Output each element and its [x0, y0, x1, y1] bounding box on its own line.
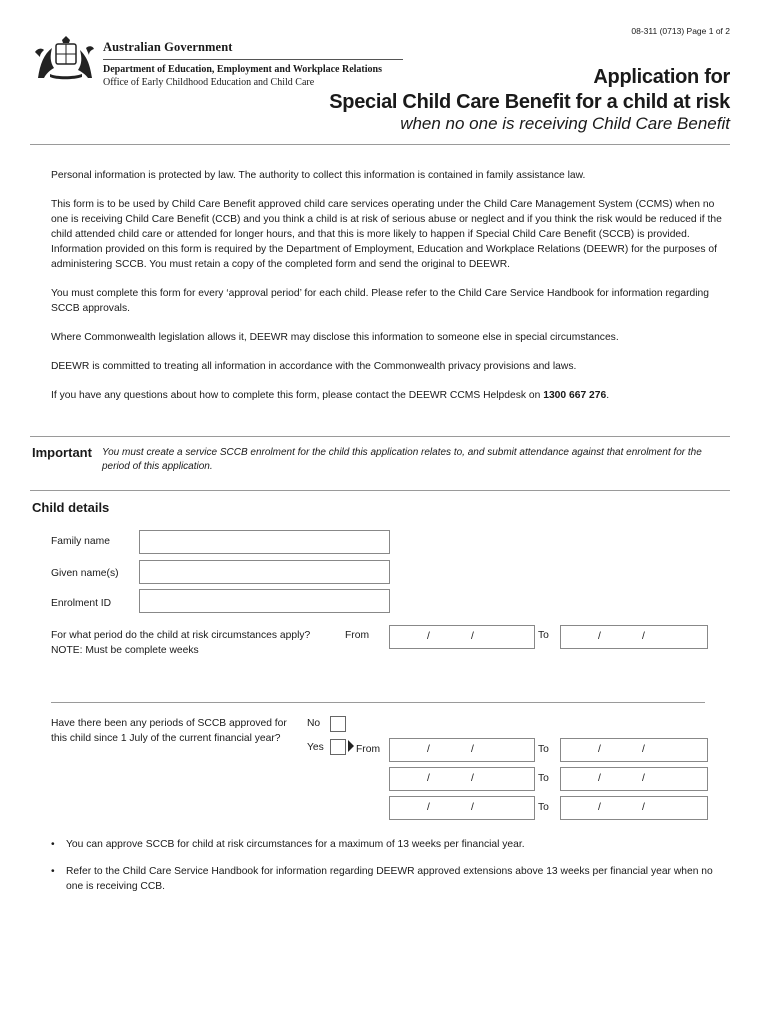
date-separator: / [427, 631, 430, 642]
prior-periods-question [51, 716, 301, 746]
questions-text: If you have any questions about how to complete this form, please contact the DEEWR CCMS Helpdesk on [51, 390, 544, 401]
period-note: NOTE: Must be complete weeks [51, 645, 199, 656]
questions-suffix: . [606, 390, 610, 401]
form-code: 08-311 (0713) Page 1 of 2 [631, 26, 730, 36]
intro-text [51, 168, 731, 417]
office-name: Office of Early Childhood Education and Child Care [103, 77, 315, 88]
privacy-paragraph: Personal information is protected by law. The authority to collect this information is contained in family assistance law. [51, 170, 586, 181]
government-name: Australian Government [103, 40, 233, 54]
bullet: • [51, 866, 55, 877]
prior-from-date-field-1[interactable] [389, 738, 535, 762]
date-separator: / [642, 631, 645, 642]
title-divider [30, 144, 730, 145]
prior-to-label-3: To [538, 802, 549, 813]
title-line-1: Application for [593, 66, 730, 88]
date-separator: / [598, 631, 601, 642]
list-item [51, 837, 721, 852]
period-from-date-field[interactable] [389, 625, 535, 649]
questions-paragraph [51, 388, 731, 403]
date-separator: / [471, 802, 474, 813]
prior-to-date-field-1[interactable] [560, 738, 708, 762]
date-separator: / [427, 802, 430, 813]
date-separator: / [427, 773, 430, 784]
period-question-text: For what period do the child at risk circumstances apply? [51, 630, 311, 641]
disclosure-paragraph: Where Commonwealth legislation allows it, DEEWR may disclose this information to someone else in special circumstances. [51, 332, 619, 343]
to-label: To [538, 630, 549, 641]
given-names-label: Given name(s) [51, 568, 119, 579]
important-label: Important [32, 445, 92, 460]
prior-from-date-field-3[interactable] [389, 796, 535, 820]
question-divider [51, 702, 705, 703]
family-name-label: Family name [51, 536, 110, 547]
bullet: • [51, 839, 55, 850]
no-label: No [307, 718, 321, 729]
date-separator: / [471, 744, 474, 755]
date-separator: / [598, 802, 601, 813]
date-separator: / [642, 744, 645, 755]
government-logo-block [32, 34, 412, 94]
date-separator: / [642, 773, 645, 784]
section-divider [30, 490, 730, 491]
purpose-paragraph: This form is to be used by Child Care Benefit approved child care services operating under the Child Care Management System (CCMS) when no one is receiving Child Care Benefit (CCB) and you think a child is at risk of serious abuse or neglect and if you think the risk would be reduced if the child attended child care or attended for longer hours, and that this is more likely to happen if Special Child Care Benefit (SCCB) is provided. Information provided on this form is required by the Department of Employment, Education and Workplace Relations (DEEWR) for the purposes of administering SCCB. You must retain a copy of the completed form and send the original to DEEWR. [51, 199, 722, 270]
yes-checkbox[interactable] [330, 739, 346, 755]
date-separator: / [598, 773, 601, 784]
date-separator: / [427, 744, 430, 755]
date-separator: / [642, 802, 645, 813]
approval-paragraph: You must complete this form for every ‘approval period’ for each child. Please refer to the Child Care Service Handbook for information regarding SCCB approvals. [51, 288, 709, 314]
yes-label: Yes [307, 742, 324, 753]
from-label: From [345, 630, 370, 641]
privacy-commitment-paragraph: DEEWR is committed to treating all information in accordance with the Commonwealth privacy provisions and laws. [51, 361, 577, 372]
prior-to-label-1: To [538, 744, 549, 755]
arrow-right-icon [348, 740, 354, 752]
important-text: You must create a service SCCB enrolment for the child this application relates to, and submit attendance against that enrolment for the period of this application. [102, 447, 702, 472]
important-top-divider [30, 436, 730, 437]
enrolment-id-label: Enrolment ID [51, 598, 112, 609]
note-extensions: Refer to the Child Care Service Handbook for information regarding DEEWR approved extensions above 13 weeks per financial year when no one is receiving CCB. [66, 866, 713, 892]
prior-periods-question-line-2: this child since 1 July of the current financial year? [51, 733, 281, 744]
date-separator: / [471, 631, 474, 642]
coat-of-arms-icon [32, 34, 98, 82]
notes-list [51, 837, 721, 906]
period-to-date-field[interactable] [560, 625, 708, 649]
prior-from-label: From [356, 744, 381, 755]
given-names-field[interactable] [139, 560, 390, 584]
title-line-2: Special Child Care Benefit for a child at risk [329, 91, 730, 113]
list-item [51, 864, 721, 894]
date-separator: / [598, 744, 601, 755]
period-question [51, 628, 341, 658]
family-name-field[interactable] [139, 530, 390, 554]
no-checkbox[interactable] [330, 716, 346, 732]
enrolment-id-field[interactable] [139, 589, 390, 613]
helpline-number: 1300 667 276 [543, 390, 607, 401]
logo-divider [103, 59, 403, 60]
title-subtitle: when no one is receiving Child Care Benefit [400, 114, 730, 133]
prior-to-date-field-2[interactable] [560, 767, 708, 791]
section-title-child-details: Child details [32, 500, 110, 515]
prior-to-label-2: To [538, 773, 549, 784]
prior-from-date-field-2[interactable] [389, 767, 535, 791]
date-separator: / [471, 773, 474, 784]
prior-periods-question-line-1: Have there been any periods of SCCB approved for [51, 718, 287, 729]
department-name: Department of Education, Employment and Workplace Relations [103, 64, 382, 75]
note-max-weeks: You can approve SCCB for child at risk circumstances for a maximum of 13 weeks per financial year. [66, 839, 525, 850]
prior-to-date-field-3[interactable] [560, 796, 708, 820]
